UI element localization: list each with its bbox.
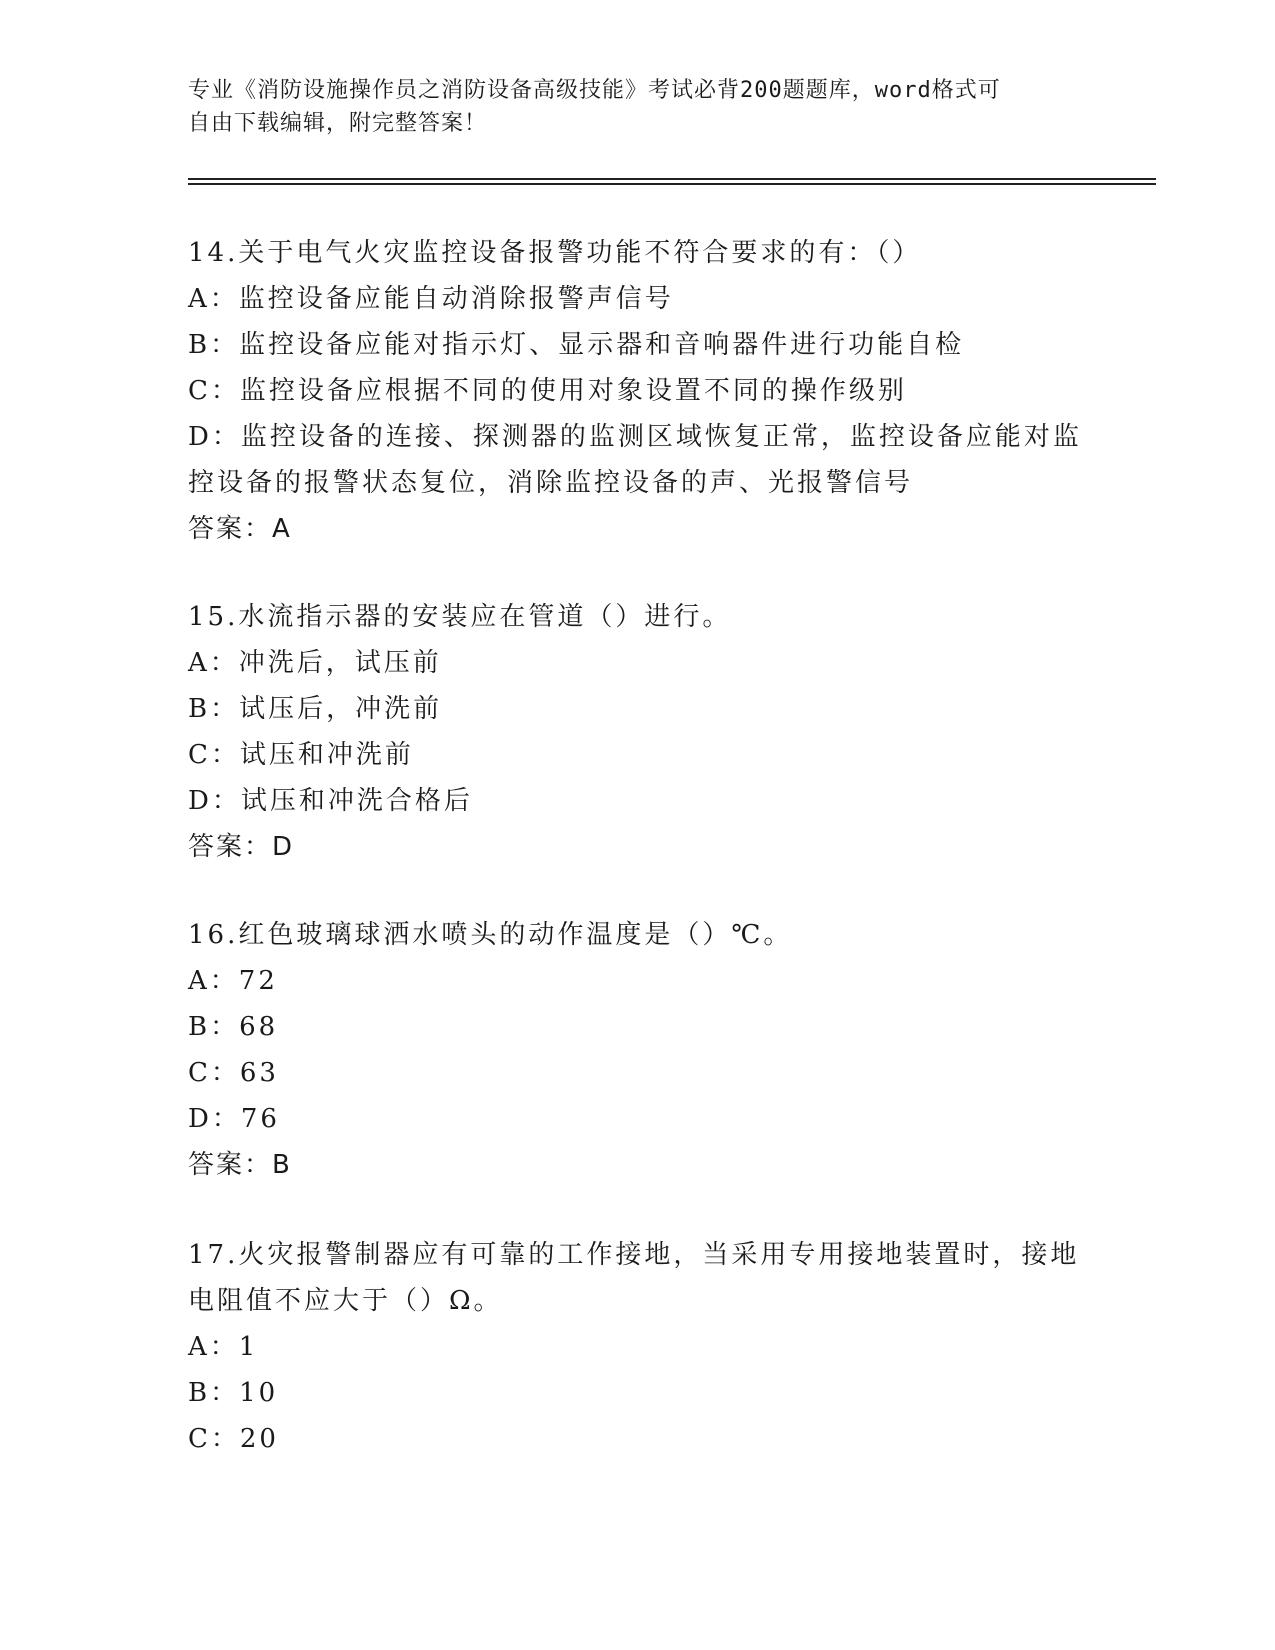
option-c: C：试压和冲洗前 (188, 740, 414, 770)
question-17 (188, 1232, 1088, 1462)
option-a: A：72 (188, 966, 278, 996)
option-a: A：1 (188, 1332, 259, 1362)
question-stem-continued: 电阻值不应大于（）Ω。 (188, 1286, 503, 1316)
question-stem: 17.火灾报警制器应有可靠的工作接地，当采用专用接地装置时，接地 (188, 1240, 1080, 1270)
option-b: B：10 (188, 1378, 279, 1408)
option-b: B：试压后，冲洗前 (188, 694, 443, 724)
option-d-continued: 控设备的报警状态复位，消除监控设备的声、光报警信号 (188, 468, 914, 498)
header-divider-top (188, 178, 1156, 180)
option-d: D：试压和冲洗合格后 (188, 786, 473, 816)
answer: 答案：D (188, 832, 295, 862)
header-divider-bottom (188, 183, 1156, 185)
option-d: D：监控设备的连接、探测器的监测区域恢复正常，监控设备应能对监 (188, 422, 1082, 452)
question-16 (188, 912, 1088, 1188)
question-14 (188, 230, 1088, 552)
option-a: A：冲洗后，试压前 (188, 648, 442, 678)
header-line-2: 自由下载编辑，附完整答案！ (188, 111, 488, 136)
option-c: C：监控设备应根据不同的使用对象设置不同的操作级别 (188, 376, 907, 406)
option-d: D：76 (188, 1104, 280, 1134)
answer: 答案：A (188, 514, 292, 544)
header-line-1: 专业《消防设施操作员之消防设备高级技能》考试必背200题题库，word格式可 (188, 78, 1001, 103)
option-b: B：68 (188, 1012, 279, 1042)
question-stem: 14.关于电气火灾监控设备报警功能不符合要求的有：（） (188, 238, 922, 268)
option-c: C：20 (188, 1424, 279, 1454)
question-stem: 15.水流指示器的安装应在管道（）进行。 (188, 602, 732, 632)
option-c: C：63 (188, 1058, 279, 1088)
question-stem: 16.红色玻璃球洒水喷头的动作温度是（）℃。 (188, 920, 793, 950)
answer: 答案：B (188, 1150, 292, 1180)
option-a: A：监控设备应能自动消除报警声信号 (188, 284, 674, 314)
option-b: B：监控设备应能对指示灯、显示器和音响器件进行功能自检 (188, 330, 965, 360)
document-header (188, 74, 1088, 140)
question-15 (188, 594, 1088, 870)
